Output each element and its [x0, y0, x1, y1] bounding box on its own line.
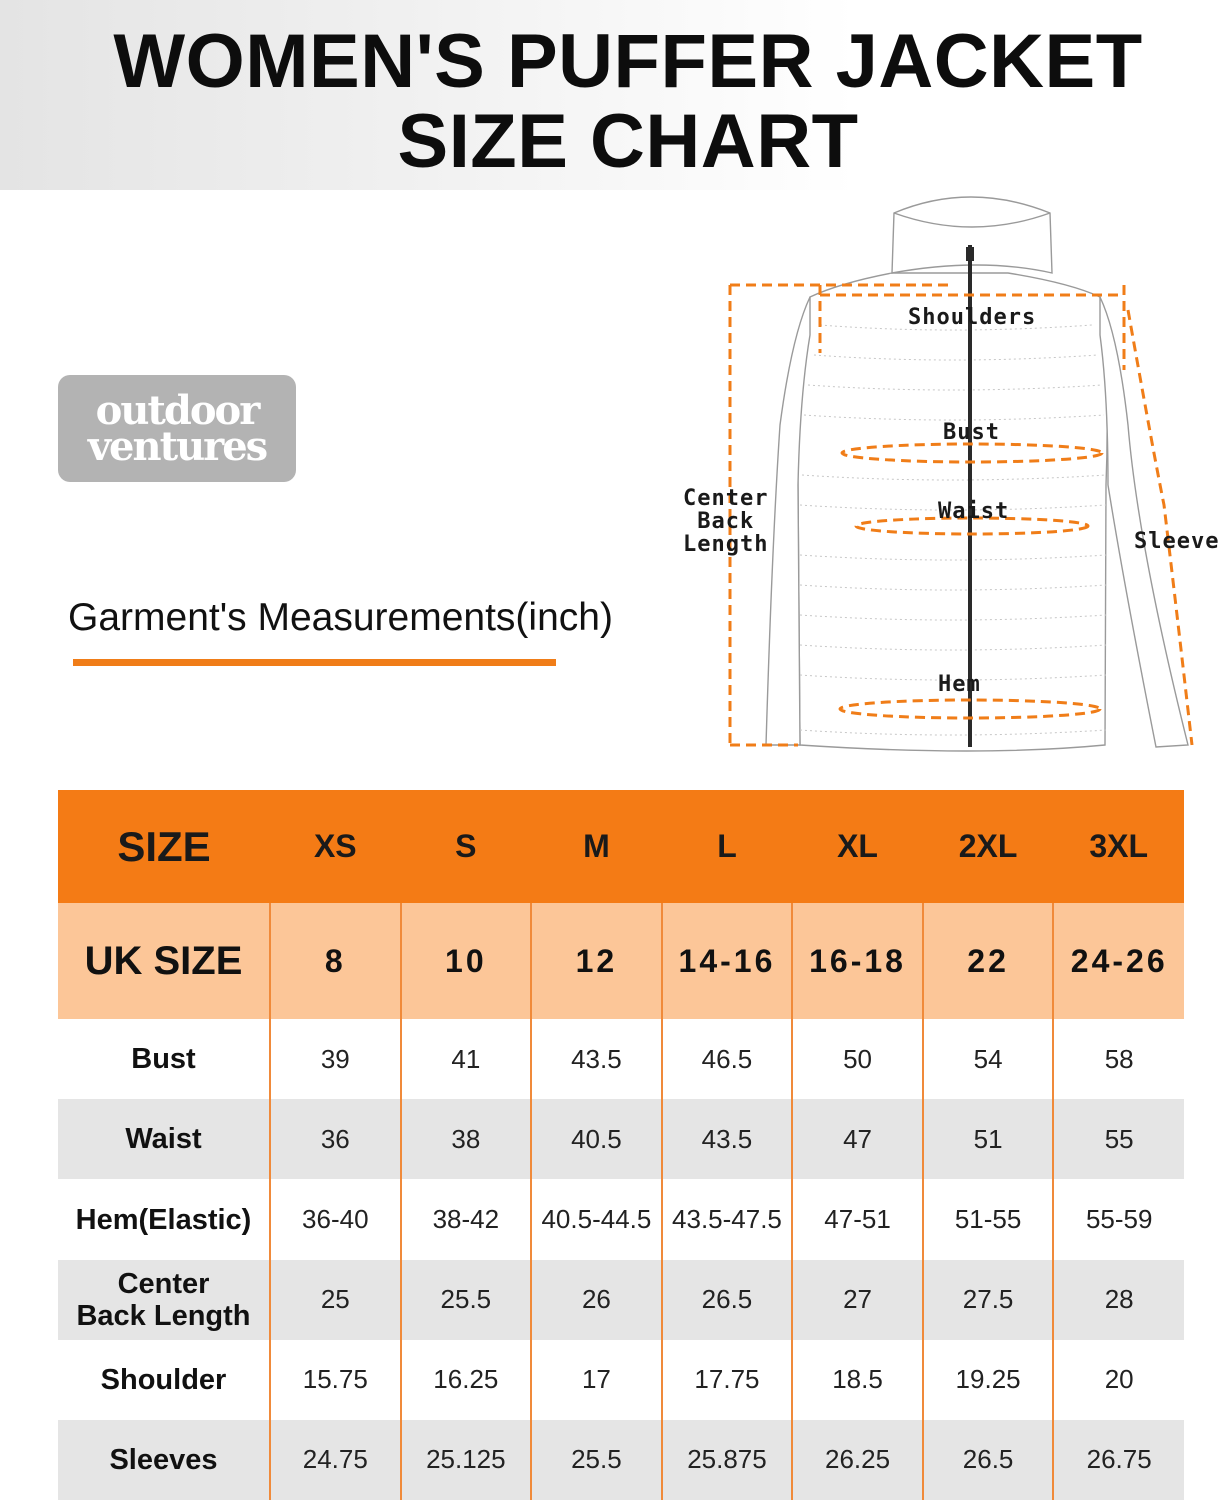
- table-cell: 26.75: [1086, 1444, 1152, 1475]
- table-cell: 27: [792, 1260, 923, 1340]
- table-row-shoulder: [58, 1340, 1184, 1420]
- table-cell: 20: [1104, 1364, 1134, 1395]
- table-row-waist: [58, 1099, 1184, 1179]
- table-row-sleeves: [58, 1420, 1184, 1500]
- uk-size-cell: 24-26: [1070, 942, 1168, 979]
- table-cell: 36: [270, 1099, 401, 1179]
- logo-line-1: outdoor: [95, 386, 259, 434]
- row-label: Hem(Elastic): [58, 1179, 270, 1259]
- header-cell: XL: [837, 828, 878, 864]
- logo-line-2: ventures: [87, 422, 267, 470]
- table-cell: 18.5: [792, 1340, 923, 1420]
- table-cell: 25.5: [531, 1420, 662, 1500]
- label-cbl-line-2: Back: [697, 509, 755, 534]
- title-line-2: SIZE CHART: [397, 99, 859, 184]
- header-cell: 2XL: [958, 828, 1018, 864]
- header-cell: M: [583, 828, 610, 864]
- table-row-bust: [58, 1019, 1184, 1099]
- title-line-1: WOMEN'S PUFFER JACKET: [113, 19, 1143, 104]
- table-cell: 51-55: [923, 1179, 1054, 1259]
- header-cell: 3XL: [1089, 828, 1149, 864]
- table-cell: 40.5-44.5: [531, 1179, 662, 1259]
- table-cell: 47: [792, 1099, 923, 1179]
- label-bust: Bust: [943, 420, 1000, 445]
- row-label-line-2: Back Length: [76, 1299, 251, 1332]
- jacket-illustration: [680, 185, 1224, 755]
- header-cell: SIZE: [117, 822, 211, 870]
- table-cell: 26: [531, 1260, 662, 1340]
- uk-size-cell: 8: [270, 903, 401, 1019]
- row-label: Waist: [58, 1099, 270, 1179]
- size-header-row: [58, 790, 1184, 903]
- uk-size-cell: 22: [923, 903, 1054, 1019]
- size-chart-table: [58, 790, 1184, 1500]
- table-cell: 19.25: [923, 1340, 1054, 1420]
- table-cell: 38-42: [401, 1179, 532, 1259]
- uk-size-cell: UK SIZE: [58, 903, 270, 1019]
- table-cell: 26.5: [662, 1260, 793, 1340]
- table-cell: 27.5: [923, 1260, 1054, 1340]
- label-cbl-line-3: Length: [683, 532, 769, 557]
- label-waist: Waist: [938, 499, 1010, 524]
- table-cell: 17: [531, 1340, 662, 1420]
- table-cell: 26.5: [923, 1420, 1054, 1500]
- uk-size-cell: 14-16: [662, 903, 793, 1019]
- table-cell: 54: [923, 1019, 1054, 1099]
- uk-size-row: [58, 903, 1184, 1019]
- header-cell: S: [455, 828, 477, 864]
- table-cell: 50: [792, 1019, 923, 1099]
- uk-size-cell: 10: [401, 903, 532, 1019]
- table-cell: 36-40: [270, 1179, 401, 1259]
- measurements-heading: Garment's Measurements(inch): [68, 596, 613, 639]
- table-cell: 25: [270, 1260, 401, 1340]
- table-cell: 15.75: [270, 1340, 401, 1420]
- table-cell: 16.25: [401, 1340, 532, 1420]
- table-cell: 28: [1104, 1284, 1134, 1315]
- table-cell: 39: [270, 1019, 401, 1099]
- row-label: Shoulder: [58, 1340, 270, 1420]
- label-cbl-line-1: Center: [683, 486, 769, 511]
- label-hem: Hem: [938, 672, 981, 697]
- table-cell: 25.875: [662, 1420, 793, 1500]
- table-cell: 38: [401, 1099, 532, 1179]
- page-title: [0, 19, 1224, 184]
- uk-size-cell: 16-18: [792, 903, 923, 1019]
- header-cell: XS: [313, 828, 357, 864]
- header-cell: L: [717, 828, 737, 864]
- table-cell: 41: [401, 1019, 532, 1099]
- table-cell: 26.25: [792, 1420, 923, 1500]
- table-cell: 55: [1104, 1123, 1134, 1154]
- row-label: Sleeves: [58, 1420, 270, 1500]
- table-cell: 43.5: [531, 1019, 662, 1099]
- row-label: Bust: [58, 1019, 270, 1099]
- uk-size-cell: 12: [531, 903, 662, 1019]
- table-cell: 17.75: [662, 1340, 793, 1420]
- label-center-back-length: [683, 487, 768, 556]
- table-cell: 46.5: [662, 1019, 793, 1099]
- table-row-center-back-length: [58, 1260, 1184, 1340]
- table-cell: 43.5: [662, 1099, 793, 1179]
- jacket-diagram: [680, 185, 1224, 755]
- table-cell: 51: [923, 1099, 1054, 1179]
- table-cell: 58: [1104, 1043, 1134, 1074]
- table-cell: 47-51: [792, 1179, 923, 1259]
- table-cell: 55-59: [1085, 1204, 1153, 1234]
- table-cell: 25.5: [401, 1260, 532, 1340]
- table-cell: 25.125: [401, 1420, 532, 1500]
- row-label-line-1: Center: [117, 1267, 210, 1300]
- table-cell: 24.75: [270, 1420, 401, 1500]
- heading-underline: [73, 659, 556, 666]
- table-row-hem: [58, 1179, 1184, 1259]
- table-cell: 40.5: [531, 1099, 662, 1179]
- label-shoulders: Shoulders: [908, 305, 1037, 330]
- label-sleeve: Sleeve: [1134, 529, 1220, 554]
- row-label: [58, 1260, 270, 1340]
- table-cell: 43.5-47.5: [662, 1179, 793, 1259]
- brand-logo: [58, 375, 296, 482]
